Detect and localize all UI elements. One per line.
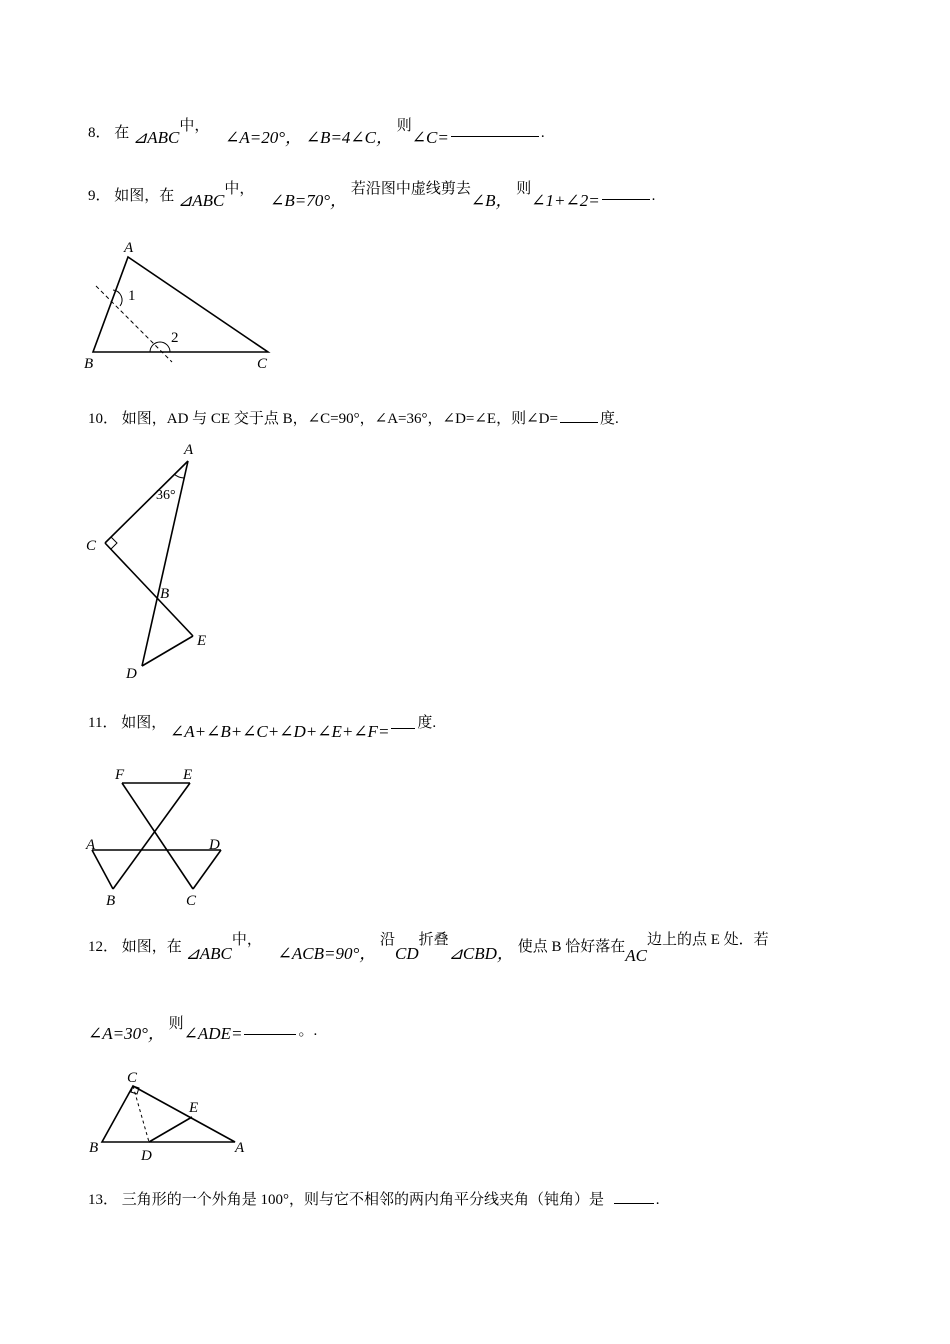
triangle-abc bbox=[93, 257, 268, 352]
question-number: 12． bbox=[88, 939, 119, 955]
label-d: D bbox=[126, 666, 137, 682]
math-triangle: ⊿ABC bbox=[133, 128, 180, 147]
answer-blank[interactable] bbox=[451, 125, 539, 137]
label-b: B bbox=[106, 893, 116, 909]
label-b: B bbox=[160, 586, 170, 602]
label-d: D bbox=[209, 837, 220, 853]
triangle-abc bbox=[102, 1086, 235, 1142]
answer-blank[interactable] bbox=[560, 411, 598, 423]
segment-de bbox=[149, 1117, 192, 1142]
angle-a-arc bbox=[174, 474, 184, 478]
math-expr: ∠B=4∠C， bbox=[305, 128, 393, 147]
question-number: 10． bbox=[88, 411, 119, 427]
math-expr: ∠B=70°， bbox=[270, 191, 348, 210]
question-9: 9． 如图，在 ⊿ABC中， ∠B=70°， 若沿图中虚线剪去∠B， 则∠1+∠2= . bbox=[88, 181, 656, 210]
segment-fc bbox=[122, 783, 193, 889]
math-triangle: ⊿ABC bbox=[185, 944, 232, 963]
label-c: C bbox=[127, 1070, 138, 1086]
label-angle-2: 2 bbox=[171, 330, 179, 346]
label-f: F bbox=[115, 767, 125, 783]
question-11: 11． 如图， ∠A+∠B+∠C+∠D+∠E+∠F= 度. bbox=[88, 715, 437, 741]
figure-q9 bbox=[80, 238, 280, 373]
question-10: 10． 如图，AD 与 CE 交于点 B，∠C=90°，∠A=36°，∠D=∠E，则∠D= 度. bbox=[88, 411, 619, 427]
segment-eb bbox=[113, 783, 190, 889]
right-angle-mark bbox=[111, 537, 117, 549]
answer-blank[interactable] bbox=[391, 717, 415, 729]
answer-blank[interactable] bbox=[614, 1192, 654, 1204]
math-triangle: ⊿CBD， bbox=[448, 944, 514, 963]
question-number: 11． bbox=[88, 715, 118, 731]
segment-ab bbox=[92, 850, 113, 889]
label-b: B bbox=[84, 356, 94, 372]
answer-blank[interactable] bbox=[244, 1023, 296, 1035]
fold-line-cd bbox=[133, 1086, 149, 1142]
question-number: 9． bbox=[88, 188, 111, 204]
math-expr: ∠A+∠B+∠C+∠D+∠E+∠F= bbox=[169, 722, 390, 741]
label-c: C bbox=[86, 538, 97, 554]
label-a: A bbox=[184, 442, 194, 458]
math-expr: ∠1+∠2= bbox=[531, 191, 600, 210]
math-expr: ∠ACB=90°， bbox=[277, 944, 377, 963]
label-d: D bbox=[141, 1148, 152, 1164]
label-e: E bbox=[189, 1100, 199, 1116]
label-e: E bbox=[183, 767, 193, 783]
math-expr: ∠ADE= bbox=[183, 1024, 243, 1043]
figure-q10 bbox=[80, 438, 220, 683]
math-expr: AC bbox=[625, 946, 647, 965]
label-angle-1: 1 bbox=[128, 288, 136, 304]
question-number: 8． bbox=[88, 125, 111, 141]
math-expr: CD bbox=[395, 944, 419, 963]
question-8: 8． 在 ⊿ABC中， ∠A=20°， ∠B=4∠C， 则∠C= . bbox=[88, 118, 545, 147]
segment-dc bbox=[193, 850, 221, 889]
label-e: E bbox=[197, 633, 207, 649]
question-number: 13． bbox=[88, 1192, 119, 1208]
answer-blank[interactable] bbox=[602, 188, 650, 200]
label-c: C bbox=[257, 356, 268, 372]
label-c: C bbox=[186, 893, 197, 909]
math-expr: ∠A=30°， bbox=[88, 1024, 165, 1043]
label-a: A bbox=[235, 1140, 245, 1156]
label-a: A bbox=[86, 837, 96, 853]
segment-de bbox=[142, 636, 193, 666]
figure-q11 bbox=[80, 765, 230, 910]
question-13: 13． 三角形的一个外角是 100°，则与它不相邻的两内角平分线夹角（钝角）是 . bbox=[88, 1192, 660, 1208]
label-b: B bbox=[89, 1140, 99, 1156]
math-expr: ∠A=20°， bbox=[225, 128, 303, 147]
math-triangle: ⊿ABC bbox=[178, 191, 225, 210]
math-expr: ∠B， bbox=[470, 191, 513, 210]
figure-q12 bbox=[85, 1066, 255, 1166]
segment-ce bbox=[105, 543, 193, 636]
question-12-line-2: ∠A=30°， 则∠ADE= 。. bbox=[88, 1016, 318, 1043]
question-12: 12． 如图，在 ⊿ABC中， ∠ACB=90°， 沿CD折叠⊿CBD， 使点 B 恰好落在AC边上的点 E 处．若 bbox=[88, 932, 769, 965]
label-a: A bbox=[124, 240, 134, 256]
math-expr: ∠C= bbox=[411, 128, 449, 147]
label-36-degrees: 36° bbox=[156, 488, 176, 503]
